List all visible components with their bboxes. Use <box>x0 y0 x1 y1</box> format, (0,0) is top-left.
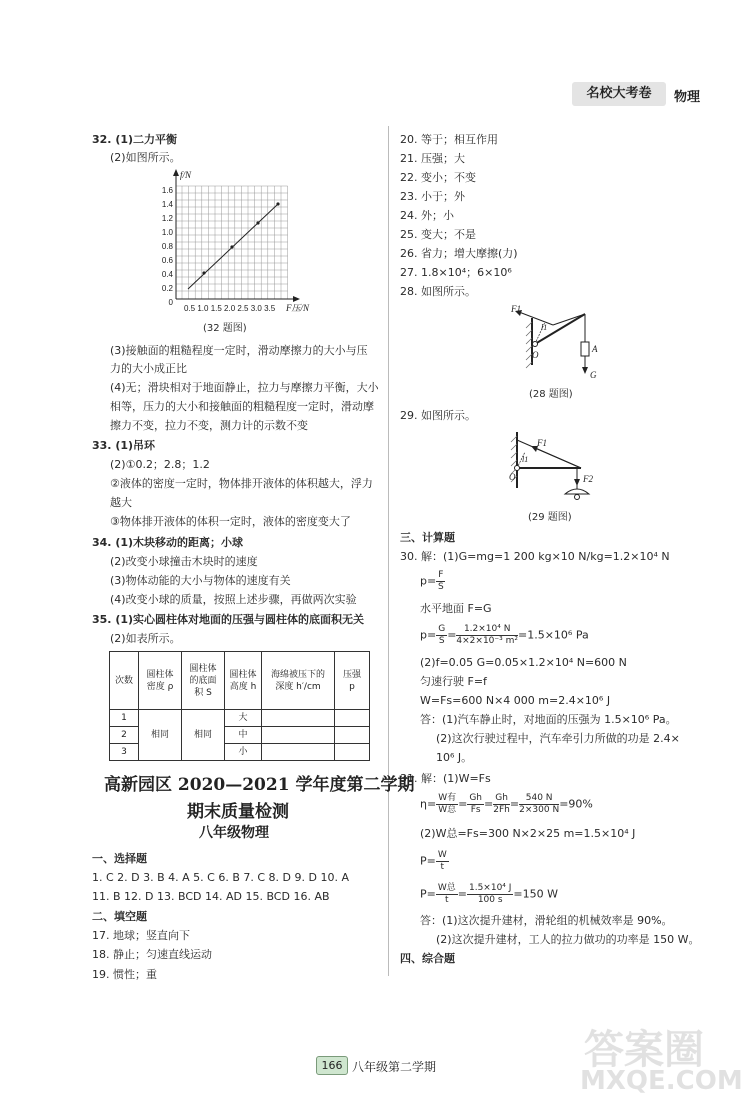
y-tick: 1.2 <box>161 214 173 223</box>
fill-19: 19. 惯性；重 <box>92 968 157 981</box>
label-F1: F1 <box>537 438 547 448</box>
fill-18: 18. 静止；匀速直线运动 <box>92 948 212 961</box>
label-A: A <box>592 344 598 354</box>
fill-17: 17. 地球；竖直向下 <box>92 929 190 942</box>
exam-grade: 八年级物理 <box>199 825 269 841</box>
calc-30-4: (2)f=0.05 G=0.05×1.2×10⁴ N=600 N <box>420 656 627 669</box>
x-axis-label: F压/N <box>286 303 310 313</box>
label-G: G <box>590 370 597 380</box>
mc-answers-2: 11. B 12. D 13. BCD 14. AD 15. BCD 16. AB <box>92 890 330 903</box>
label-O: O <box>509 472 516 482</box>
mc-answers-1: 1. C 2. D 3. B 4. A 5. C 6. B 7. C 8. D 9. D 10. A <box>92 871 349 884</box>
q33-1: 33. (1)吊环 <box>92 439 156 452</box>
section-1-title: 一、选择题 <box>92 852 147 865</box>
calc-30-2: 水平地面 F=G <box>420 602 492 615</box>
q34-1: 34. (1)木块移动的距离；小球 <box>92 536 244 549</box>
q32-caption: (32 题图) <box>203 323 247 334</box>
fill-20: 20. 等于；相互作用 <box>400 133 498 146</box>
figure-29 <box>505 428 615 506</box>
q32-4c: 擦力不变，拉力不变，测力计的示数不变 <box>110 419 308 432</box>
y-tick: 0.2 <box>161 284 173 293</box>
figure-28 <box>505 300 615 385</box>
q32-1: 32. (1)二力平衡 <box>92 133 178 146</box>
q32-4a: (4)无；滑块相对于地面静止，拉力与摩擦力平衡，大小 <box>110 381 379 394</box>
q32-graph <box>140 166 325 326</box>
q33-2: (2)①0.2；2.8；1.2 <box>110 458 210 471</box>
calc-31-2: (2)W总=Fs=300 N×2×25 m=1.5×10⁴ J <box>420 827 636 840</box>
label-F2: F2 <box>583 474 593 484</box>
y-tick: 0.6 <box>161 256 173 265</box>
q32-2: (2)如图所示。 <box>110 151 181 164</box>
calc-30-8b: 10⁶ J。 <box>436 751 473 764</box>
label-O: O <box>532 350 539 360</box>
y-tick: 0 <box>168 298 173 307</box>
q32-3a: (3)接触面的粗糙程度一定时，滑动摩擦力的大小与压 <box>110 344 368 357</box>
y-tick: 0.8 <box>161 242 173 251</box>
q34-4: (4)改变小球的质量，按照上述步骤，再做两次实验 <box>110 593 357 606</box>
x-ticks: 0.5 1.0 1.5 2.0 2.5 3.0 3.5 <box>184 304 276 313</box>
calc-31-1: 31. 解：(1)W=Fs <box>400 772 491 785</box>
y-tick: 1.4 <box>161 200 173 209</box>
fill-21: 21. 压强；大 <box>400 152 465 165</box>
calc-30-p: p= $\frac{F}{S}$ <box>420 570 444 592</box>
fill-25: 25. 变大；不是 <box>400 228 476 241</box>
section-3-title: 三、计算题 <box>400 531 455 544</box>
footer-label: 八年级第二学期 <box>352 1060 437 1074</box>
watermark-logo: 答案圈 <box>584 1027 704 1073</box>
exam-title: 高新园区 2020—2021 学年度第二学期 <box>104 775 415 795</box>
fill-29: 29. 如图所示。 <box>400 409 476 422</box>
y-tick: 1.0 <box>161 228 173 237</box>
section-4-title: 四、综合题 <box>400 952 455 965</box>
q34-2: (2)改变小球撞击木块时的速度 <box>110 555 258 568</box>
calc-30-3: p= $\frac{G}{S}$ = $\frac{\text{1.2×10⁴ N}}{\text{4×2×10⁻³ m²}}$ =1.5×10⁶ Pa <box>420 624 589 646</box>
calc-31-eta: η= $\frac{\text{W有}}{\text{W总}}$ = $\frac{Gh}{Fs}$ = $\frac{Gh}{2Fh}$ = $\frac{540 N}{2\times 300 N}$ =90% <box>420 793 593 815</box>
label-F1: F1 <box>511 304 521 314</box>
fill-27: 27. 1.8×10⁴；6×10⁶ <box>400 266 512 279</box>
section-2-title: 二、填空题 <box>92 910 147 923</box>
q32-3b: 力的大小成正比 <box>110 362 187 375</box>
calc-30-7: 答：(1)汽车静止时，对地面的压强为 1.5×10⁶ Pa。 <box>420 713 677 726</box>
q33-3a: ②液体的密度一定时，物体排开液体的体积越大，浮力 <box>110 477 373 490</box>
calc-31-4: (2)这次提升建材，工人的拉力做功的功率是 150 W。 <box>436 933 700 946</box>
q34-3: (3)物体动能的大小与物体的速度有关 <box>110 574 291 587</box>
q35-1: 35. (1)实心圆柱体对地面的压强与圆柱体的底面积无关 <box>92 613 365 626</box>
watermark-url: MXQE.COM <box>580 1066 743 1096</box>
q33-4: ③物体排开液体的体积一定时，液体的密度变大了 <box>110 515 351 528</box>
caption-29: (29 题图) <box>528 512 572 523</box>
calc-30-8a: (2)这次行驶过程中，汽车牵引力所做的功是 2.4× <box>436 732 680 745</box>
calc-31-3: 答：(1)这次提升建材，滑轮组的机械效率是 90%。 <box>420 914 673 927</box>
book-series-badge: 名校大考卷 <box>572 82 666 106</box>
y-tick: 0.4 <box>161 270 173 279</box>
fill-26: 26. 省力；增大摩擦(力) <box>400 247 518 260</box>
calc-30-5: 匀速行驶 F=f <box>420 675 487 688</box>
caption-28: (28 题图) <box>529 389 573 400</box>
calc-31-P2: P= $\frac{\text{W总}}{t}$ = $\frac{\text{1.5×10⁴ J}}{100 s}$ =150 W <box>420 883 559 905</box>
q35-2: (2)如表所示。 <box>110 632 181 645</box>
page-number: 166 <box>316 1056 348 1075</box>
column-divider <box>388 126 389 976</box>
fill-28: 28. 如图所示。 <box>400 285 476 298</box>
subject-label: 物理 <box>674 90 701 105</box>
calc-30-6: W=Fs=600 N×4 000 m=2.4×10⁶ J <box>420 694 611 707</box>
exam-subtitle: 期末质量检测 <box>187 802 289 822</box>
fill-24: 24. 外；小 <box>400 209 454 222</box>
q33-3b: 越大 <box>110 496 132 509</box>
q32-4b: 相等，压力的大小和接触面的粗糙程度一定时，滑动摩 <box>110 400 374 413</box>
col-header: 次数 <box>110 652 139 710</box>
fill-22: 22. 变小；不变 <box>400 171 476 184</box>
q35-table: 次数 圆柱体 密度 ρ 圆柱体 的底面 积 S 圆柱体 高度 h 海绵被压下的 深度 h′/cm 压强 p 1 相同 相同 大 2 中 3 小 <box>109 651 370 761</box>
y-tick: 1.6 <box>161 186 173 195</box>
label-l1: l1 <box>541 323 548 332</box>
label-l1: l1 <box>522 455 529 464</box>
calc-30-1: 30. 解：(1)G=mg=1 200 kg×10 N/kg=1.2×10⁴ N <box>400 550 670 563</box>
calc-31-P1: P= $\frac{W}{t}$ <box>420 850 447 872</box>
y-axis-label: f/N <box>180 170 192 180</box>
fill-23: 23. 小于；外 <box>400 190 465 203</box>
